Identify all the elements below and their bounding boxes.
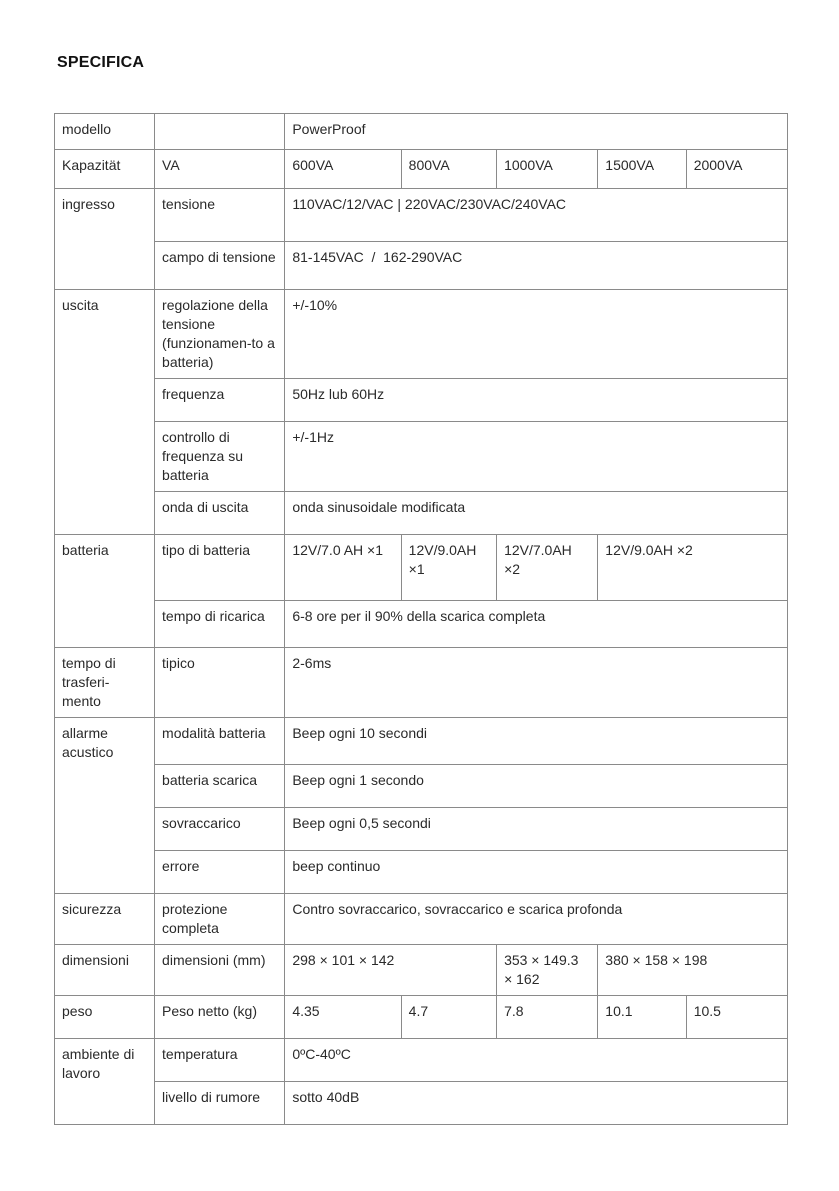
weight-value: 7.8 — [497, 996, 598, 1039]
table-row — [55, 1082, 788, 1125]
capacity-value: 1500VA — [598, 150, 686, 189]
sub-label-regolazione: regolazione della tensione (funzionamen-to a batteria) — [155, 290, 285, 379]
table-row — [55, 718, 788, 765]
temperatura-value: 0ºC-40ºC — [285, 1039, 788, 1082]
dimension-value: 298 × 101 × 142 — [285, 945, 497, 996]
capacity-unit: VA — [155, 150, 285, 189]
table-row — [55, 1039, 788, 1082]
spec-table — [54, 113, 788, 1125]
controllo-value: +/-1Hz — [285, 422, 788, 492]
table-row — [55, 189, 788, 242]
table-row — [55, 492, 788, 535]
sub-label-frequenza: frequenza — [155, 379, 285, 422]
row-label-ambiente: ambiente di lavoro — [55, 1039, 155, 1125]
table-row — [55, 242, 788, 290]
sub-label-dimensioni: dimensioni (mm) — [155, 945, 285, 996]
model-value: PowerProof — [285, 114, 788, 150]
rumore-value: sotto 40dB — [285, 1082, 788, 1125]
table-row — [55, 945, 788, 996]
sub-label-rumore: livello di rumore — [155, 1082, 285, 1125]
table-row — [55, 601, 788, 648]
capacity-value: 2000VA — [686, 150, 787, 189]
capacity-value: 800VA — [401, 150, 496, 189]
table-row — [55, 808, 788, 851]
table-row — [55, 422, 788, 492]
dimension-value: 353 × 149.3 × 162 — [497, 945, 598, 996]
sub-label-tipo: tipo di batteria — [155, 535, 285, 601]
regolazione-value: +/-10% — [285, 290, 788, 379]
tensione-value: 110VAC/12/VAC | 220VAC/230VAC/240VAC — [285, 189, 788, 242]
modalita-value: Beep ogni 10 secondi — [285, 718, 788, 765]
row-label-trasferimento: tempo di trasferi-mento — [55, 648, 155, 718]
onda-value: onda sinusoidale modificata — [285, 492, 788, 535]
row-label-dimensioni: dimensioni — [55, 945, 155, 996]
table-row — [55, 996, 788, 1039]
sub-label-scarica: batteria scarica — [155, 765, 285, 808]
row-label-batteria: batteria — [55, 535, 155, 648]
sub-label-controllo: controllo di frequenza su batteria — [155, 422, 285, 492]
sovraccarico-value: Beep ogni 0,5 secondi — [285, 808, 788, 851]
sub-label-ricarica: tempo di ricarica — [155, 601, 285, 648]
row-label-uscita: uscita — [55, 290, 155, 535]
errore-value: beep continuo — [285, 851, 788, 894]
row-label-modello: modello — [55, 114, 155, 150]
row-label-ingresso: ingresso — [55, 189, 155, 290]
sub-label-campo: campo di tensione — [155, 242, 285, 290]
table-row — [55, 114, 788, 150]
dimension-value: 380 × 158 × 198 — [598, 945, 788, 996]
sub-label-temperatura: temperatura — [155, 1039, 285, 1082]
empty-cell — [155, 114, 285, 150]
weight-value: 10.1 — [598, 996, 686, 1039]
sub-label-sovraccarico: sovraccarico — [155, 808, 285, 851]
sub-label-tensione: tensione — [155, 189, 285, 242]
tipico-value: 2-6ms — [285, 648, 788, 718]
battery-type-value: 12V/7.0 AH ×1 — [285, 535, 401, 601]
page-title: SPECIFICA — [57, 54, 145, 71]
sub-label-modalita: modalità batteria — [155, 718, 285, 765]
table-row — [55, 150, 788, 189]
table-row — [55, 648, 788, 718]
ricarica-value: 6-8 ore per il 90% della scarica completa — [285, 601, 788, 648]
sub-label-errore: errore — [155, 851, 285, 894]
sub-label-peso: Peso netto (kg) — [155, 996, 285, 1039]
row-label-sicurezza: sicurezza — [55, 894, 155, 945]
row-label-peso: peso — [55, 996, 155, 1039]
table-row — [55, 535, 788, 601]
sub-label-protezione: protezione completa — [155, 894, 285, 945]
campo-value: 81-145VAC / 162-290VAC — [285, 242, 788, 290]
row-label-capacity: Kapazität — [55, 150, 155, 189]
table-row — [55, 379, 788, 422]
table-row — [55, 851, 788, 894]
frequenza-value: 50Hz lub 60Hz — [285, 379, 788, 422]
table-row — [55, 290, 788, 379]
battery-type-value: 12V/9.0AH ×1 — [401, 535, 496, 601]
weight-value: 10.5 — [686, 996, 787, 1039]
battery-type-value: 12V/7.0AH ×2 — [497, 535, 598, 601]
battery-type-value: 12V/9.0AH ×2 — [598, 535, 788, 601]
table-row — [55, 894, 788, 945]
capacity-value: 600VA — [285, 150, 401, 189]
row-label-allarme: allarme acustico — [55, 718, 155, 894]
table-row — [55, 765, 788, 808]
capacity-value: 1000VA — [497, 150, 598, 189]
sub-label-tipico: tipico — [155, 648, 285, 718]
sub-label-onda: onda di uscita — [155, 492, 285, 535]
weight-value: 4.35 — [285, 996, 401, 1039]
protezione-value: Contro sovraccarico, sovraccarico e scarica profonda — [285, 894, 788, 945]
scarica-value: Beep ogni 1 secondo — [285, 765, 788, 808]
weight-value: 4.7 — [401, 996, 496, 1039]
